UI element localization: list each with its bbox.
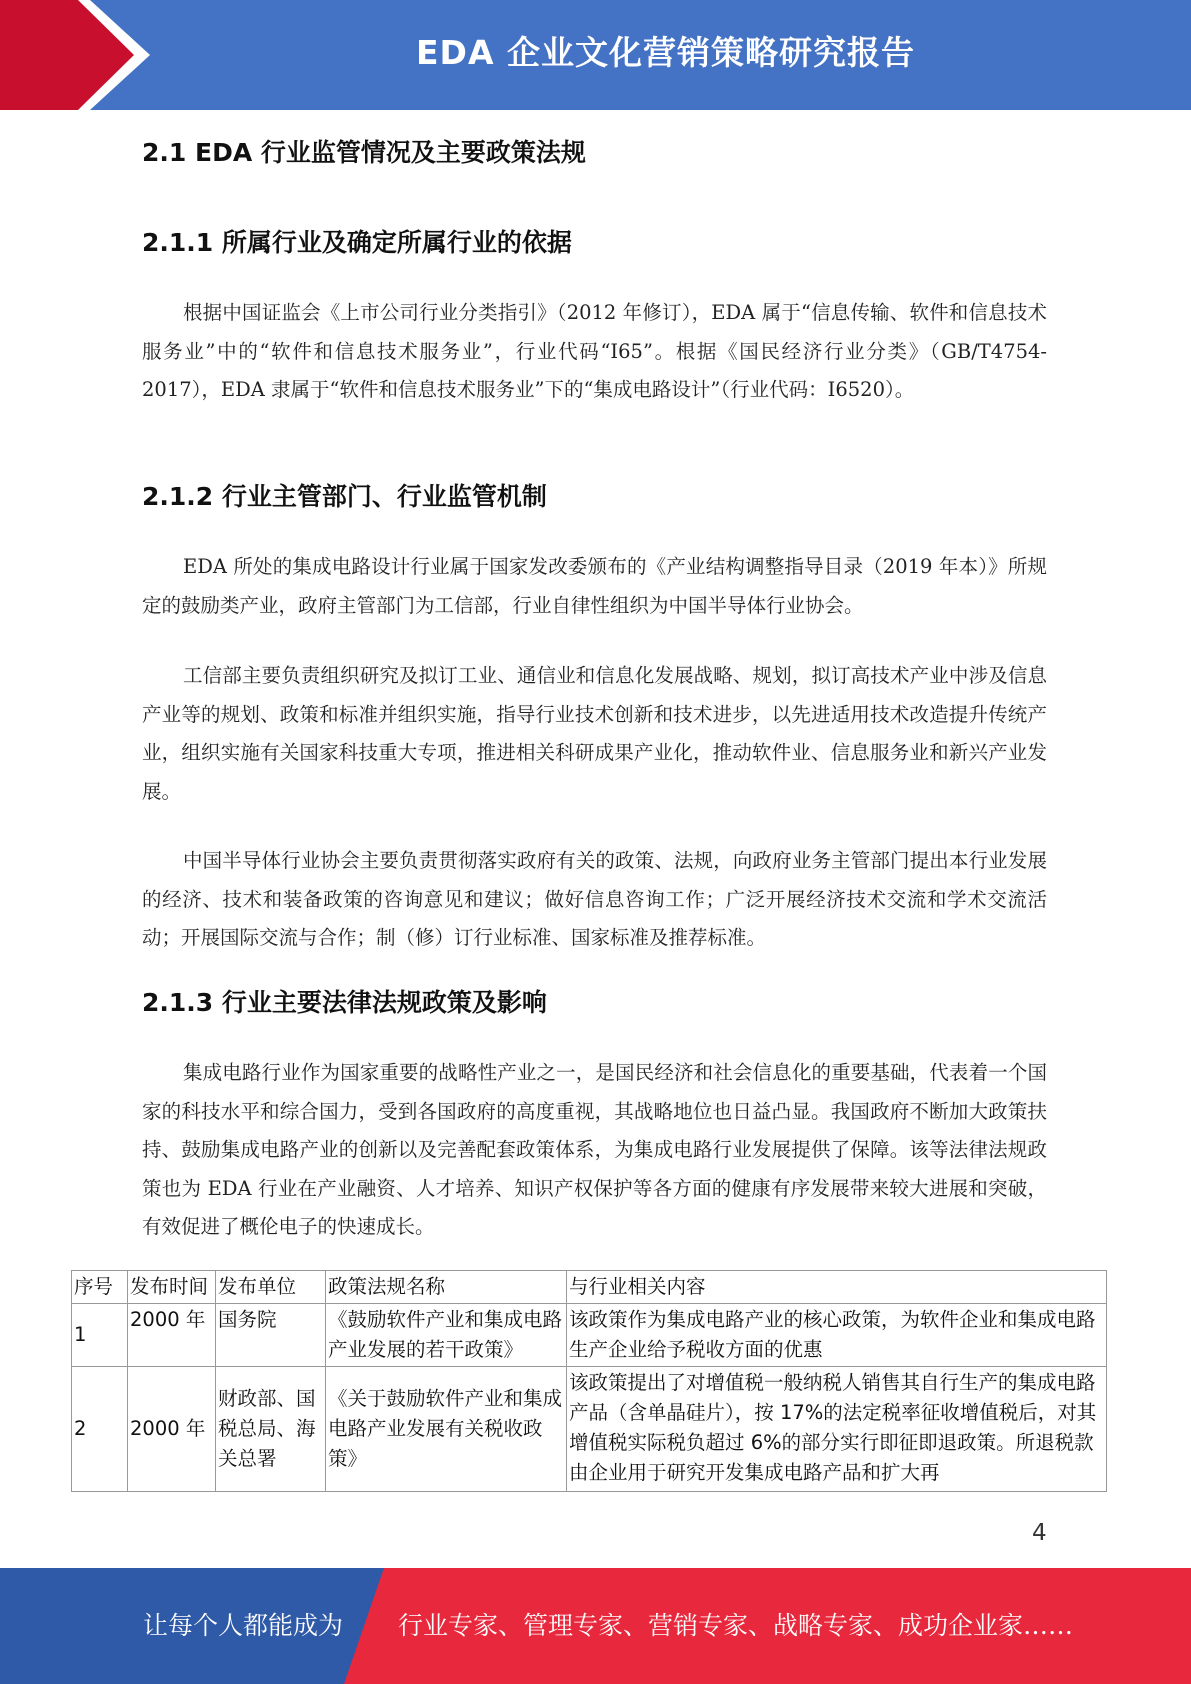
page-number: 4	[1032, 1520, 1047, 1546]
paragraph-regulator: EDA 所处的集成电路设计行业属于国家发改委颁布的《产业结构调整指导目录（2019 年本）》所规定的鼓励类产业，政府主管部门为工信部，行业自律性组织为中国半导体行业协会。	[142, 555, 1047, 617]
paragraph-csia-duties: 中国半导体行业协会主要负责贯彻落实政府有关的政策、法规，向政府业务主管部门提出本行业发展的经济、技术和装备政策的咨询意见和建议；做好信息咨询工作；广泛开展经济技术交流和学术交流活动；开展国际交流与合作；制（修）订行业标准、国家标准及推荐标准。	[142, 849, 1047, 949]
header-cell-policy-name: 政策法规名称	[326, 1271, 567, 1304]
table-header-row	[72, 1271, 1107, 1304]
footer-slogan-right: 行业专家、管理专家、营销专家、战略专家、成功企业家……	[398, 1611, 1074, 1640]
cell-content: 该政策作为集成电路产业的核心政策，为软件企业和集成电路生产企业给予税收方面的优惠	[567, 1304, 1107, 1367]
header-cell-index: 序号	[72, 1271, 128, 1304]
cell-issuer: 财政部、国税总局、海关总署	[216, 1367, 326, 1492]
section-heading-2-1-3: 2.1.3 行业主要法律法规政策及影响	[142, 988, 547, 1017]
section-heading-2-1: 2.1 EDA 行业监管情况及主要政策法规	[142, 138, 586, 167]
cell-date: 2000 年	[128, 1367, 216, 1492]
paragraph-miit-duties: 工信部主要负责组织研究及拟订工业、通信业和信息化发展战略、规划，拟订高技术产业中涉及信息产业等的规划、政策和标准并组织实施，指导行业技术创新和技术进步，以先进适用技术改造提升传统产业，组织实施有关国家科技重大专项，推进相关科研成果产业化，推动软件业、信息服务业和新兴产业发展。	[142, 664, 1047, 803]
header-cell-issuer: 发布单位	[216, 1271, 326, 1304]
cell-policy-name: 《关于鼓励软件产业和集成电路产业发展有关税收政策》	[326, 1367, 567, 1492]
cell-date: 2000 年	[128, 1304, 216, 1367]
page-header	[0, 0, 1191, 110]
section-heading-2-1-2: 2.1.2 行业主管部门、行业监管机制	[142, 482, 547, 511]
section-heading-2-1-1: 2.1.1 所属行业及确定所属行业的依据	[142, 228, 572, 257]
header-cell-content: 与行业相关内容	[567, 1271, 1107, 1304]
cell-issuer: 国务院	[216, 1304, 326, 1367]
table-row	[72, 1367, 1107, 1492]
paragraph-industry-classification: 根据中国证监会《上市公司行业分类指引》（2012 年修订），EDA 属于“信息传输、软件和信息技术服务业”中的“软件和信息技术服务业”，行业代码“I65”。根据《国民经济行业分类》（GB/T4754-2017），EDA 隶属于“软件和信息技术服务业”下的“集成电路设计”（行业代码：I6520）。	[142, 301, 1047, 401]
header-cell-date: 发布时间	[128, 1271, 216, 1304]
page-footer	[0, 1568, 1191, 1684]
policy-table	[71, 1270, 1107, 1492]
cell-index: 2	[72, 1367, 128, 1492]
cell-content: 该政策提出了对增值税一般纳税人销售其自行生产的集成电路产品（含单晶硅片），按 17%的法定税率征收增值税后，对其增值税实际税负超过 6%的部分实行即征即退政策。所退税款由企业用于研究开发集成电路产品和扩大再	[567, 1367, 1107, 1492]
cell-policy-name: 《鼓励软件产业和集成电路产业发展的若干政策》	[326, 1304, 567, 1367]
paragraph-policy-impact: 集成电路行业作为国家重要的战略性产业之一，是国民经济和社会信息化的重要基础，代表着一个国家的科技水平和综合国力，受到各国政府的高度重视，其战略地位也日益凸显。我国政府不断加大政策扶持、鼓励集成电路产业的创新以及完善配套政策体系，为集成电路行业发展提供了保障。该等法律法规政策也为 EDA 行业在产业融资、人才培养、知识产权保护等各方面的健康有序发展带来较大进展和突破，有效促进了概伦电子的快速成长。	[142, 1061, 1047, 1238]
report-title: EDA 企业文化营销策略研究报告	[416, 33, 915, 72]
cell-index: 1	[72, 1304, 128, 1367]
table-row	[72, 1304, 1107, 1367]
footer-slogan-left: 让每个人都能成为	[143, 1611, 344, 1640]
